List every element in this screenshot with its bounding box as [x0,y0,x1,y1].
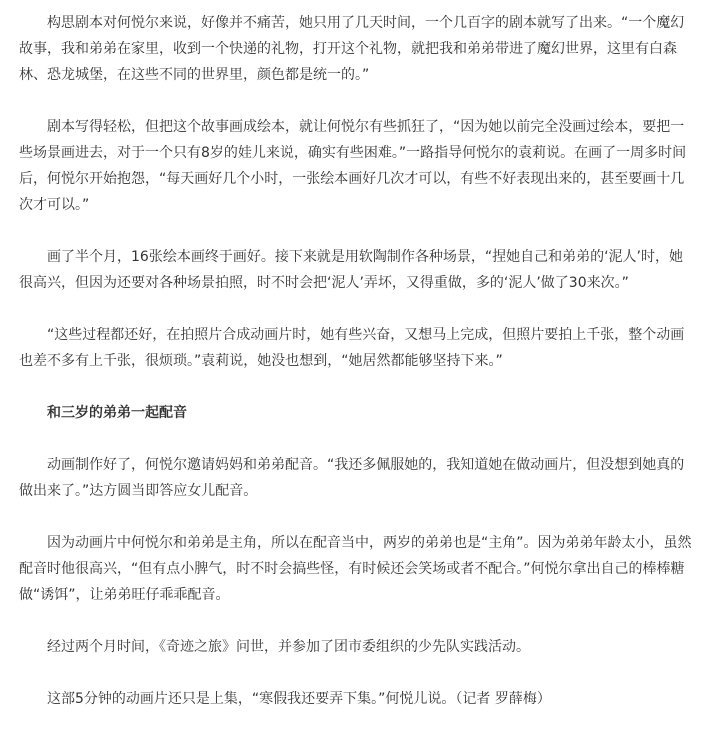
paragraph-release: 经过两个月时间，《奇迹之旅》问世，并参加了团市委组织的少先队实践活动。 [47,639,530,655]
paragraph-gap [19,88,693,114]
paragraph-closing: 这部5分钟的动画片还只是上集，“寒假我还要弄下集。”何悦儿说。（记者 罗薛梅） [47,691,551,707]
paragraph-gap [19,218,693,244]
paragraph-gap [19,608,693,634]
paragraph-drawing-picturebook: 剧本写得轻松，但把这个故事画成绘本，就让何悦尔有些抓狂了，“因为她以前完全没画过绘本，要把一些场景画进去，对于一个只有8岁的娃儿来说，确实有些困难。”一路指导何悦尔的袁莉说。在画了一周多时间后，何悦尔开始抱怨，“每天画好几个小时，一张绘本画好几次才可以，有些不好表现出来的，甚至要画十几次才可以。” [19,119,687,213]
paragraph-gap [19,296,693,322]
paragraph-brother-dubbing: 因为动画片中何悦尔和弟弟是主角，所以在配音当中，两岁的弟弟也是“主角”。因为弟弟年龄太小，虽然配音时他很高兴，“但有点小脾气，时不时会搞些怪，有时候还会笑场或者不配合。”何悦尔拿出自己的棒棒糖做“诱饵”，让弟弟旺仔乖乖配音。 [19,535,692,603]
paragraph-gap [19,504,693,530]
section-subheading: 和三岁的弟弟一起配音 [47,405,187,421]
paragraph-gap [19,374,693,400]
paragraph-gap [19,660,693,686]
paragraph-photo-animation: “这些过程都还好，在拍照片合成动画片时，她有些兴奋，又想马上完成，但照片要拍上千张，整个动画也差不多有上千张，很烦琐。”袁莉说，她没也想到，“她居然都能够坚持下来。” [19,327,685,369]
paragraph-clay-figures: 画了半个月，16张绘本画终于画好。接下来就是用软陶制作各种场景，“捏她自己和弟弟的‘泥人’时，她很高兴，但因为还要对各种场景拍照，时不时会把‘泥人’弄坏，又得重做，多的‘泥人’做了30来次。” [19,249,683,291]
paragraph-dubbing-invite: 动画制作好了，何悦尔邀请妈妈和弟弟配音。“我还多佩服她的，我知道她在做动画片，但没想到她真的做出来了。”达方圆当即答应女儿配音。 [19,457,685,499]
paragraph-script-writing: 构思剧本对何悦尔来说，好像并不痛苦，她只用了几天时间，一个几百字的剧本就写了出来。“一个魔幻故事，我和弟弟在家里，收到一个快递的礼物，打开这个礼物，就把我和弟弟带进了魔幻世界，这里有白森林、恐龙城堡，在这些不同的世界里，颜色都是统一的。” [19,15,685,83]
paragraph-gap [19,426,693,452]
